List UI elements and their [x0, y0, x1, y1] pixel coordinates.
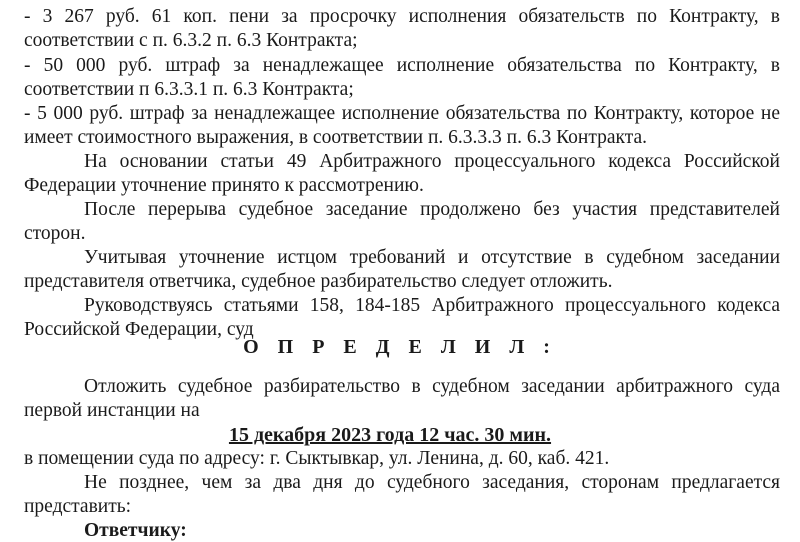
fine-item-2: - 50 000 руб. штраф за ненадлежащее исполнение обязательства по Контракту, в [24, 55, 780, 76]
paragraph-article-49-cont: Федерации уточнение принято к рассмотрению. [24, 175, 424, 196]
fine-item-2-cont: соответствии п 6.3.3.1 п. 6.3 Контракта; [24, 79, 354, 100]
deadline-text: Не позднее, чем за два дня до судебного заседания, сторонам предлагается [84, 472, 780, 493]
paragraph-postpone: Учитывая уточнение истцом требований и отсутствие в судебном заседании [84, 247, 780, 268]
paragraph-recess: После перерыва судебное заседание продолжено без участия представителей [84, 199, 780, 220]
paragraph-recess-cont: сторон. [24, 223, 86, 244]
paragraph-postpone-cont: представителя ответчика, судебное разбирательство следует отложить. [24, 271, 613, 292]
fine-item-3-cont: имеет стоимостного выражения, в соответствии п. 6.3.3.3 п. 6.3 Контракта. [24, 127, 647, 148]
ruling-heading: О П Р Е Д Е Л И Л : [243, 336, 557, 358]
respondent-label: Ответчику: [84, 520, 187, 541]
paragraph-guided: Руководствуясь статьями 158, 184-185 Арбитражного процессуального кодекса [84, 295, 780, 316]
paragraph-article-49: На основании статьи 49 Арбитражного процессуального кодекса Российской [84, 151, 780, 172]
resolution-text: Отложить судебное разбирательство в судебном заседании арбитражного суда [84, 376, 780, 397]
court-address: в помещении суда по адресу: г. Сыктывкар, ул. Ленина, д. 60, каб. 421. [24, 448, 610, 469]
hearing-date: 15 декабря 2023 года 12 час. 30 мин. [228, 424, 552, 446]
penalty-item-1: - 3 267 руб. 61 коп. пени за просрочку исполнения обязательств по Контракту, в [24, 6, 780, 27]
resolution-text-cont: первой инстанции на [24, 400, 200, 421]
paragraph-guided-cont: Российской Федерации, суд [24, 319, 254, 340]
deadline-text-cont: представить: [24, 496, 132, 517]
penalty-item-1-cont: соответствии с п. 6.3.2 п. 6.3 Контракта; [24, 30, 358, 51]
fine-item-3: - 5 000 руб. штраф за ненадлежащее исполнение обязательства по Контракту, которое не [24, 103, 780, 124]
